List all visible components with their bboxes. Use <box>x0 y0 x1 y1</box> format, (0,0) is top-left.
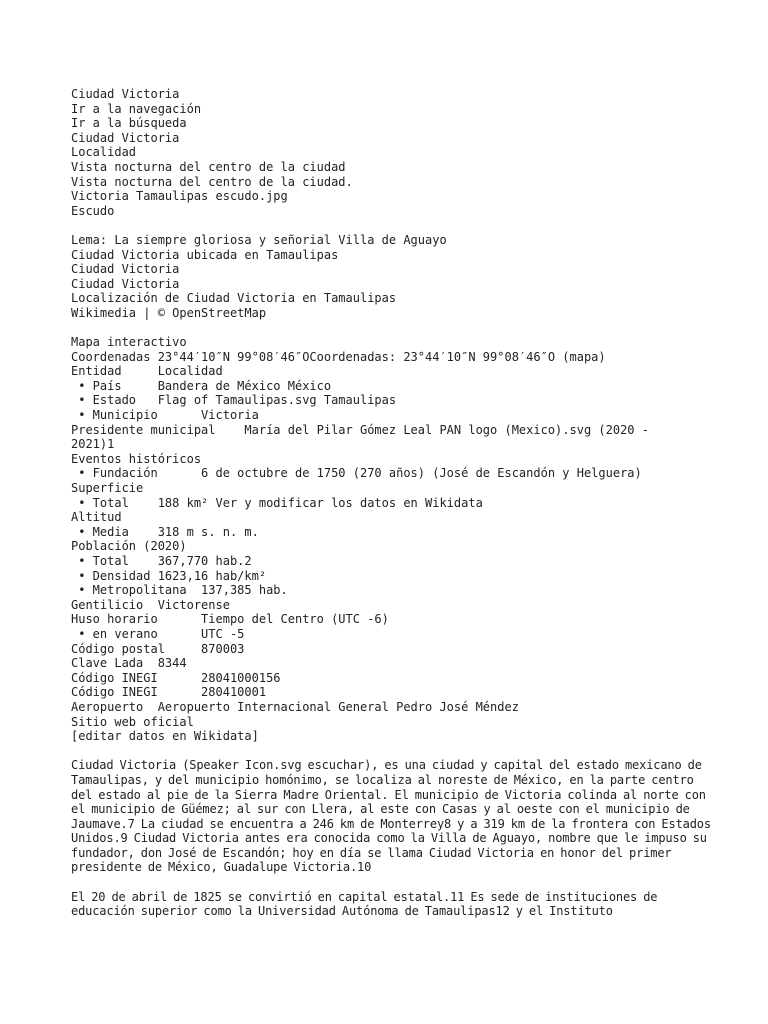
spacer <box>71 218 711 233</box>
inegi-code-row: Código INEGI 280410001 <box>71 685 267 700</box>
coordinates-row[interactable]: Coordenadas 23°44′10″N 99°08′46″OCoordenadas: 23°44′10″N 99°08′46″O (mapa) <box>71 349 606 364</box>
header-block <box>71 87 711 218</box>
density-row: • Densidad 1623,16 hab/km² <box>71 568 267 583</box>
population-heading: Población (2020) <box>71 539 187 554</box>
map-alt-text: Ciudad Victoria ubicada en Tamaulipas <box>71 247 339 262</box>
municipality-row: • Municipio Victoria <box>71 408 259 423</box>
historic-events-heading: Eventos históricos <box>71 451 202 466</box>
skip-to-search-link[interactable]: Ir a la búsqueda <box>71 116 187 131</box>
entity-row: Entidad Localidad <box>71 364 223 379</box>
page-title: Ciudad Victoria <box>71 87 180 101</box>
spacer <box>71 875 711 890</box>
demonym-row: Gentilicio Victorense <box>71 597 230 612</box>
country-row: • País Bandera de México México <box>71 378 332 393</box>
inegi-code-row: Código INEGI 28041000156 <box>71 670 281 685</box>
foundation-row: • Fundación 6 de octubre de 1750 (270 años) (José de Escandón y Helguera) <box>71 466 642 481</box>
mayor-row: Presidente municipal María del Pilar Gómez Leal PAN logo (Mexico).svg (2020 - <box>71 422 649 437</box>
official-website-link[interactable]: Sitio web oficial <box>71 714 194 729</box>
map-caption: Localización de Ciudad Victoria en Tamaulipas <box>71 291 397 306</box>
infobox-rows <box>71 335 711 744</box>
document-body <box>71 87 711 919</box>
interactive-map-link[interactable]: Mapa interactivo <box>71 335 187 350</box>
population-total-row: • Total 367,770 hab.2 <box>71 554 252 568</box>
image-caption: Vista nocturna del centro de la ciudad. <box>71 174 353 189</box>
coat-of-arms-label: Escudo <box>71 203 115 218</box>
infobox-subtitle: Localidad <box>71 145 137 160</box>
summer-time-row: • en verano UTC -5 <box>71 626 245 641</box>
map-attribution[interactable]: Wikimedia | © OpenStreetMap <box>71 305 267 320</box>
airport-row: Aeropuerto Aeropuerto Internacional General Pedro José Méndez <box>71 699 519 714</box>
state-row: • Estado Flag of Tamaulipas.svg Tamaulipas <box>71 393 397 408</box>
image-alt-text: Vista nocturna del centro de la ciudad <box>71 159 346 174</box>
area-heading: Superficie <box>71 481 144 496</box>
area-total-row: • Total 188 km² Ver y modificar los datos en Wikidata <box>71 495 483 510</box>
metro-population-row: • Metropolitana 137,385 hab. <box>71 583 288 598</box>
altitude-heading: Altitud <box>71 510 122 525</box>
map-label: Ciudad Victoria <box>71 276 180 291</box>
history-paragraph: El 20 de abril de 1825 se convirtió en capital estatal.11 Es sede de instituciones de educación superior como la Universidad Autónoma de Tamaulipas12 y el Instituto <box>71 889 658 919</box>
spacer <box>71 744 711 759</box>
area-code-row: Clave Lada 8344 <box>71 656 187 671</box>
motto-map-block <box>71 233 711 321</box>
skip-to-navigation-link[interactable]: Ir a la navegación <box>71 101 202 116</box>
infobox-title: Ciudad Victoria <box>71 130 180 145</box>
postal-code-row: Código postal 870003 <box>71 641 245 656</box>
motto-line: Lema: La siempre gloriosa y señorial Villa de Aguayo <box>71 232 447 247</box>
map-label: Ciudad Victoria <box>71 262 180 277</box>
timezone-row: Huso horario Tiempo del Centro (UTC -6) <box>71 612 389 627</box>
mayor-row-continued: 2021)1 <box>71 437 115 452</box>
coat-of-arms-file[interactable]: Victoria Tamaulipas escudo.jpg <box>71 189 288 204</box>
edit-wikidata-link[interactable]: [editar datos en Wikidata] <box>71 729 259 744</box>
intro-paragraph: Ciudad Victoria (Speaker Icon.svg escuchar), es una ciudad y capital del estado mexicano de Tamaulipas, y del municipio homónimo, se localiza al noreste de México, en la parte centro del estado al pie de la Sierra Madre Oriental. El municipio de Victoria colinda al norte con el municipio de Güémez; al sur con Llera, al este con Casas y al oeste con el municipio de Jaumave.7 La ciudad se encuentra a 246 km de Monterrey8 y a 319 km de la frontera con Estados Unidos.9 Ciudad Victoria antes era conocida como la Villa de Aguayo, nombre que le impuso su fundador, don José de Escandón; hoy en día se llama Ciudad Victoria en honor del primer presidente de México, Guadalupe Victoria.10 <box>71 758 711 875</box>
spacer <box>71 321 711 336</box>
altitude-row: • Media 318 m s. n. m. <box>71 524 259 539</box>
